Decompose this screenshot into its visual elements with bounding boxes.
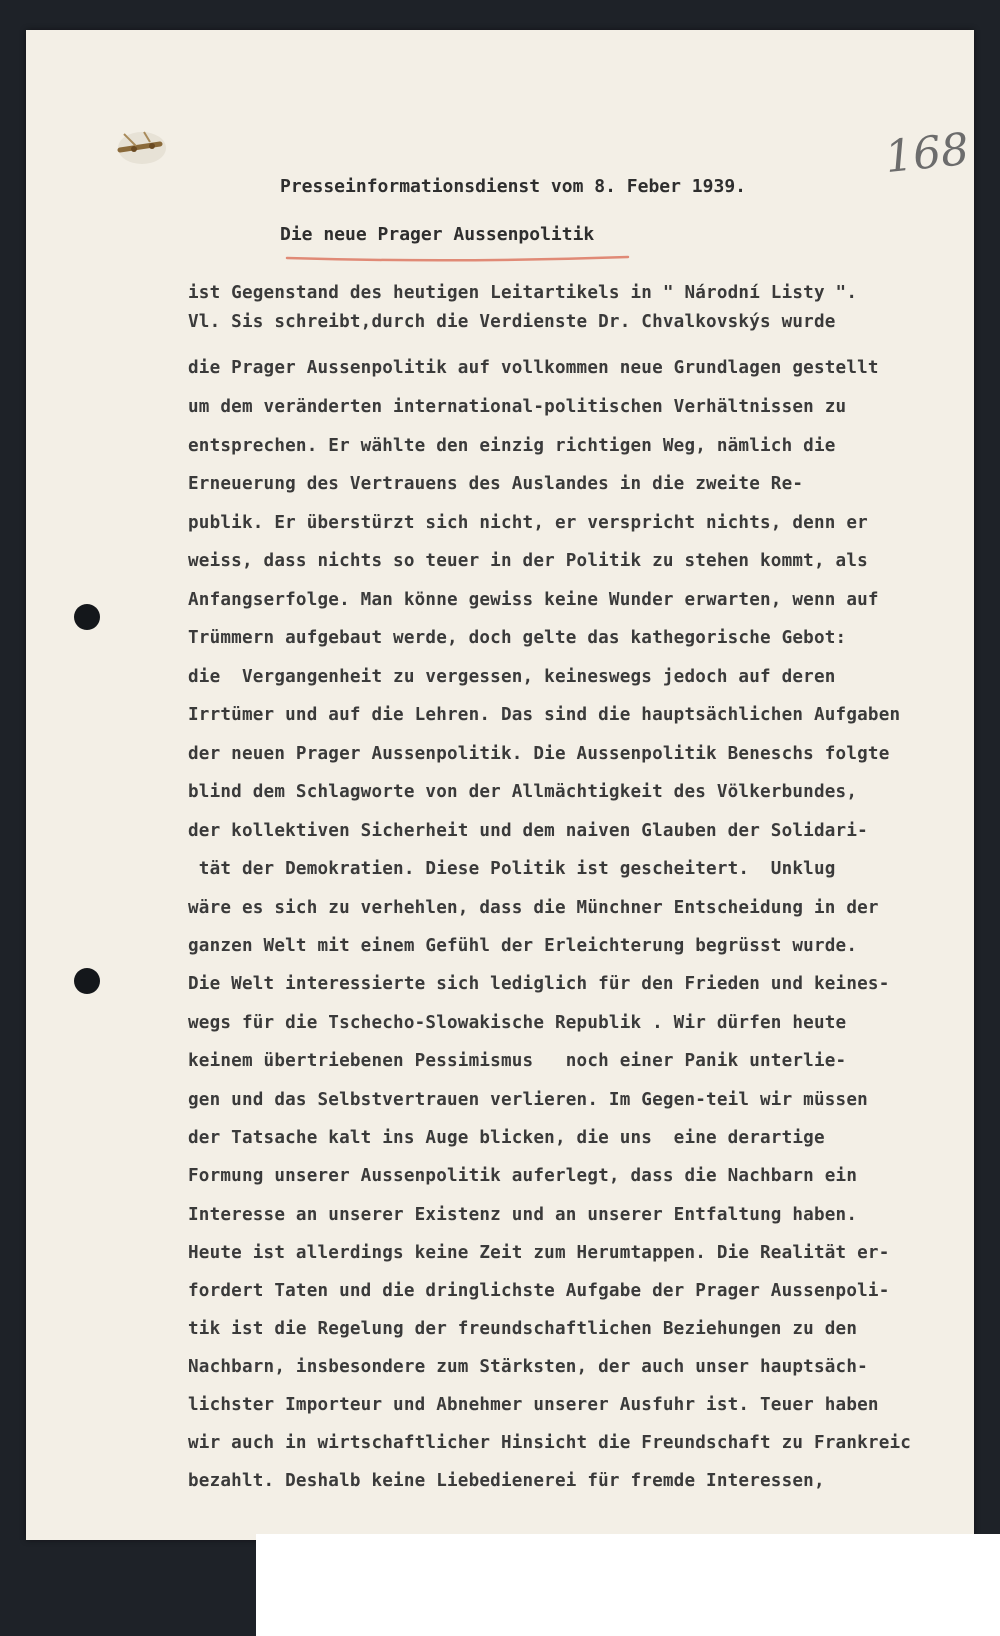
text-line: der Tatsache kalt ins Auge blicken, die uns eine derartige bbox=[188, 1128, 825, 1148]
text-line: tik ist die Regelung der freundschaftlichen Beziehungen zu den bbox=[188, 1319, 858, 1339]
text-line: ist Gegenstand des heutigen Leitartikels in " Národní Listy ". bbox=[188, 283, 858, 303]
text-line: wäre es sich zu verhehlen, dass die Münchner Entscheidung in der bbox=[188, 898, 879, 918]
text-line: wir auch in wirtschaftlicher Hinsicht die Freundschaft zu Frankreic bbox=[188, 1433, 912, 1453]
scan-margin bbox=[256, 1534, 1000, 1636]
document-title: Die neue Prager Aussenpolitik bbox=[280, 224, 595, 245]
text-line: lichster Importeur und Abnehmer unserer Ausfuhr ist. Teuer haben bbox=[188, 1395, 879, 1415]
text-line: gen und das Selbstvertrauen verlieren. Im Gegen-teil wir müssen bbox=[188, 1090, 868, 1110]
text-line: um dem veränderten international-politischen Verhältnissen zu bbox=[188, 397, 847, 417]
text-line: die Vergangenheit zu vergessen, keineswegs jedoch auf deren bbox=[188, 667, 836, 687]
text-line: Vl. Sis schreibt,durch die Verdienste Dr. Chvalkovskýs wurde bbox=[188, 312, 836, 332]
text-line: der kollektiven Sicherheit und dem naiven Glauben der Solidari- bbox=[188, 821, 868, 841]
punch-hole-icon bbox=[74, 968, 100, 994]
text-line: die Prager Aussenpolitik auf vollkommen neue Grundlagen gestellt bbox=[188, 358, 879, 378]
punch-hole-icon bbox=[74, 604, 100, 630]
text-line: entsprechen. Er wählte den einzig richtigen Weg, nämlich die bbox=[188, 436, 836, 456]
text-line: Erneuerung des Vertrauens des Auslandes in die zweite Re- bbox=[188, 474, 804, 494]
text-line: blind dem Schlagworte von der Allmächtigkeit des Völkerbundes, bbox=[188, 782, 858, 802]
text-line: ganzen Welt mit einem Gefühl der Erleichterung begrüsst wurde. bbox=[188, 936, 858, 956]
text-line: wegs für die Tschecho-Slowakische Republik . Wir dürfen heute bbox=[188, 1013, 847, 1033]
text-line: tät der Demokratien. Diese Politik ist gescheitert. Unklug bbox=[188, 859, 836, 879]
text-line: Trümmern aufgebaut werde, doch gelte das kathegorische Gebot: bbox=[188, 628, 847, 648]
text-line: Interesse an unserer Existenz und an unserer Entfaltung haben. bbox=[188, 1205, 858, 1225]
document-header: Presseinformationsdienst vom 8. Feber 1939. bbox=[280, 176, 746, 197]
text-line: Formung unserer Aussenpolitik auferlegt, dass die Nachbarn ein bbox=[188, 1166, 858, 1186]
text-line: publik. Er überstürzt sich nicht, er verspricht nichts, denn er bbox=[188, 513, 868, 533]
text-line: Anfangserfolge. Man könne gewiss keine Wunder erwarten, wenn auf bbox=[188, 590, 879, 610]
title-underline-mark bbox=[285, 254, 630, 262]
text-line: Die Welt interessierte sich lediglich für den Frieden und keines- bbox=[188, 974, 890, 994]
text-line: der neuen Prager Aussenpolitik. Die Aussenpolitik Beneschs folgte bbox=[188, 744, 890, 764]
text-line: Nachbarn, insbesondere zum Stärksten, der auch unser hauptsäch- bbox=[188, 1357, 868, 1377]
text-line: bezahlt. Deshalb keine Liebedienerei für fremde Interessen, bbox=[188, 1471, 825, 1491]
handwritten-page-number: 168 bbox=[882, 123, 972, 184]
staple-mark-icon bbox=[114, 126, 168, 166]
text-line: keinem übertriebenen Pessimismus noch einer Panik unterlie- bbox=[188, 1051, 847, 1071]
text-line: Irrtümer und auf die Lehren. Das sind die hauptsächlichen Aufgaben bbox=[188, 705, 901, 725]
text-line: Heute ist allerdings keine Zeit zum Herumtappen. Die Realität er- bbox=[188, 1243, 890, 1263]
text-line: weiss, dass nichts so teuer in der Politik zu stehen kommt, als bbox=[188, 551, 868, 571]
text-line: fordert Taten und die dringlichste Aufgabe der Prager Aussenpoli- bbox=[188, 1281, 890, 1301]
